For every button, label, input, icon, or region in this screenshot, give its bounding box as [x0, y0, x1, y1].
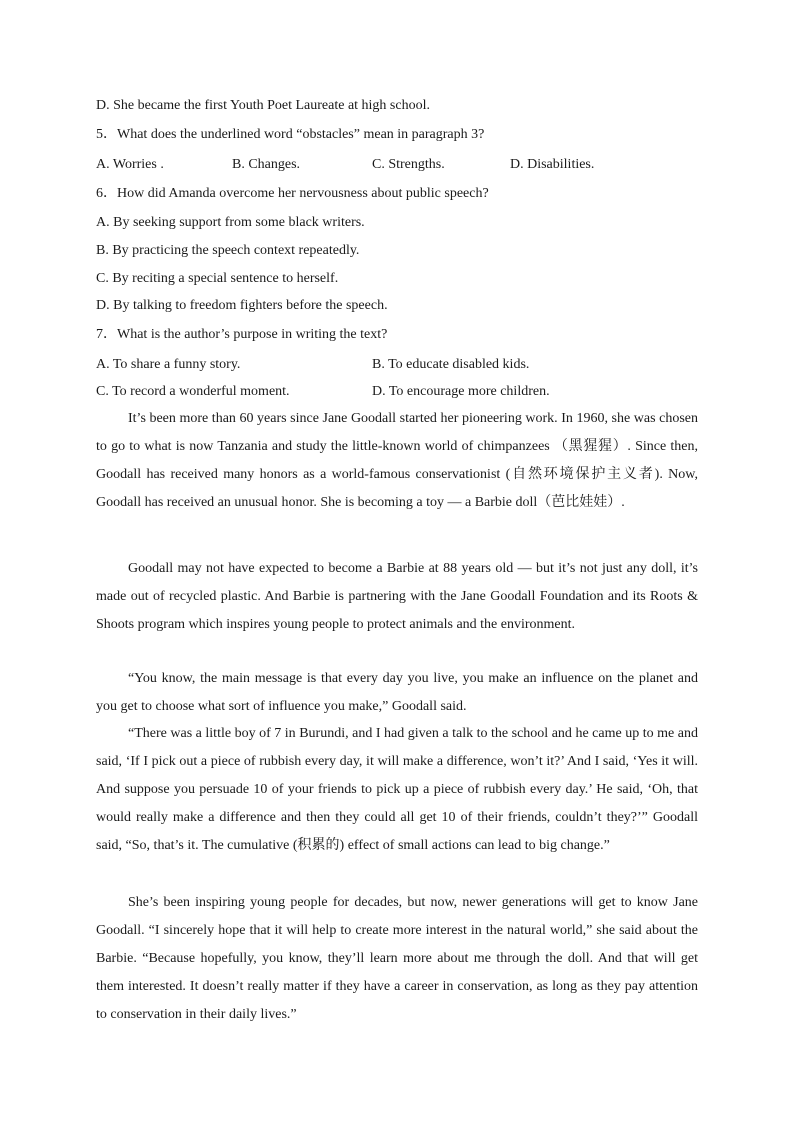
q5-option-a[interactable]: A. Worries .	[96, 157, 164, 172]
q6-option-c[interactable]: C. By reciting a special sentence to herself.	[96, 271, 339, 286]
q7-option-b[interactable]: B. To educate disabled kids.	[372, 357, 530, 372]
q5-option-c[interactable]: C. Strengths.	[372, 157, 445, 172]
q5-option-d[interactable]: D. Disabilities.	[510, 157, 595, 172]
passage-paragraph-3: “You know, the main message is that every day you live, you make an influence on the planet and you get to choose what sort of influence you make,” Goodall said.	[96, 671, 698, 714]
q7-option-c[interactable]: C. To record a wonderful moment.	[96, 384, 290, 399]
q5-options	[96, 156, 698, 174]
passage-paragraph-1: It’s been more than 60 years since Jane Goodall started her pioneering work. In 1960, she was chosen to go to what is now Tanzania and study the little-known world of chimpanzees （黑猩猩）. Since then, Goodall has received many honors as a world-famous conservationist (自然环境保护主义者). Now, Goodall has received an unusual honor. She is becoming a toy — a Barbie doll（芭比娃娃）.	[96, 411, 698, 510]
q6-option-a[interactable]: A. By seeking support from some black writers.	[96, 215, 365, 230]
q7-stem: 7．What is the author’s purpose in writing the text?	[96, 327, 388, 342]
q6-option-d[interactable]: D. By talking to freedom fighters before the speech.	[96, 298, 388, 313]
q4-option-d[interactable]: D. She became the first Youth Poet Laureate at high school.	[96, 98, 430, 113]
passage-paragraph-5: She’s been inspiring young people for decades, but now, newer generations will get to know Jane Goodall. “I sincerely hope that it will help to create more interest in the natural world,” she said about the Barbie. “Because hopefully, you know, they’ll learn more about me through the doll. And that will get them interested. It doesn’t really matter if they have a career in conservation, as long as they pay attention to conservation in their daily lives.”	[96, 895, 698, 1022]
passage-paragraph-4: “There was a little boy of 7 in Burundi, and I had given a talk to the school and he came up to me and said, ‘If I pick out a piece of rubbish every day, it will make a difference, won’t it?’ And I said, ‘Yes it will. And suppose you persuade 10 of your friends to pick up a piece of rubbish every day.’ He said, ‘Oh, that would really make a difference and then they could all get 10 of their friends, couldn’t they?’” Goodall said, “So, that’s it. The cumulative (积累的) effect of small actions can lead to big change.”	[96, 726, 698, 853]
q6-stem: 6．How did Amanda overcome her nervousness about public speech?	[96, 186, 489, 201]
q5-stem: 5．What does the underlined word “obstacles” mean in paragraph 3?	[96, 127, 485, 142]
q5-option-b[interactable]: B. Changes.	[232, 157, 301, 172]
passage-paragraph-2: Goodall may not have expected to become a Barbie at 88 years old — but it’s not just any doll, it’s made out of recycled plastic. And Barbie is partnering with the Jane Goodall Foundation and its Roots & Shoots program which inspires young people to protect animals and the environment.	[96, 561, 698, 632]
q7-options-row2	[96, 383, 698, 401]
q7-option-a[interactable]: A. To share a funny story.	[96, 357, 241, 372]
q7-option-d[interactable]: D. To encourage more children.	[372, 384, 550, 399]
q7-options-row1	[96, 356, 698, 374]
q6-option-b[interactable]: B. By practicing the speech context repeatedly.	[96, 243, 360, 258]
